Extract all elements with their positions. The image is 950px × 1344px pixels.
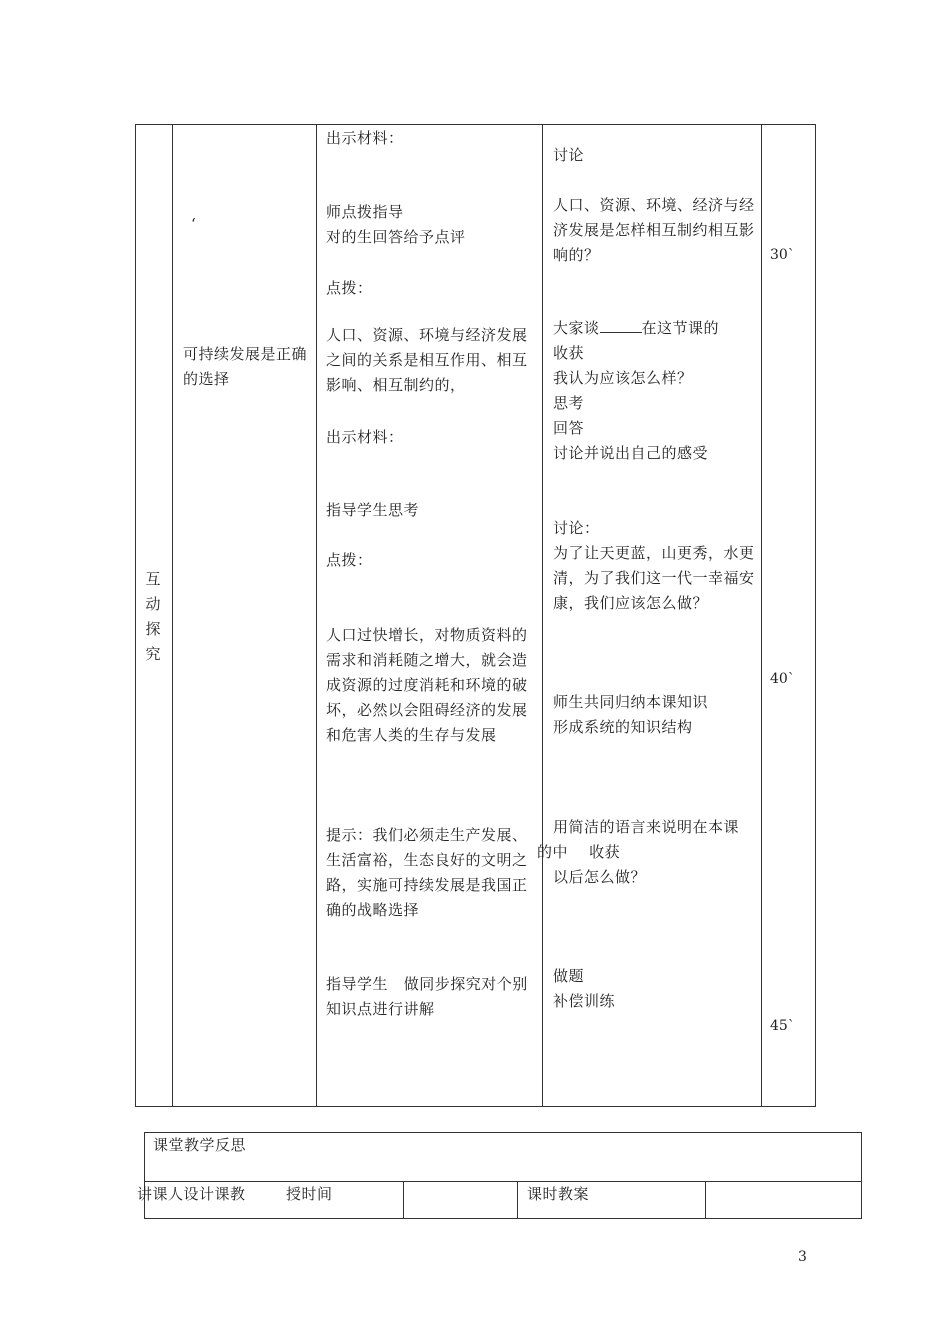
teacher-text: 点拨： [326,551,373,569]
time-marker: 30` [770,247,795,263]
teacher-text: 点拨： [326,279,373,297]
teacher-text: 出示材料： [326,129,404,147]
table-col-border [542,124,543,1107]
teacher-text: 提示：我们必须走生产发展、生活富裕，生态良好的文明之路，实施可持续发展是我国正确的战略选择 [326,826,528,919]
teacher-text: 出示材料： [326,428,404,446]
table-row-border [144,1181,862,1182]
student-text: 回答 [553,419,585,437]
table-col-border [761,124,762,1107]
reflection-label: 课堂教学反思 [153,1136,247,1154]
student-text: 补偿训练 [553,992,616,1010]
student-text: 讨论并说出自己的感受 [553,444,709,462]
student-text: 的中 收获 [537,843,621,861]
student-text: 为了让天更蓝，山更秀，水更清，为了我们这一代一幸福安康，我们应该怎么做？ [553,544,755,612]
student-text: 讨论： [553,519,600,537]
teacher-text: 对的生回答给予点评 [326,228,466,246]
table-col-border [135,124,136,1107]
student-text: 人口、资源、环境、经济与经济发展是怎样相互制约相互影响的？ [553,196,755,264]
student-text: 做题 [553,967,585,985]
table-col-border [172,124,173,1107]
student-text: 以后怎么做？ [553,868,647,886]
table-col-border [403,1181,404,1219]
table-top-border [135,124,815,125]
time-marker: 40` [770,671,795,687]
student-text: 形成系统的知识结构 [553,718,693,736]
section-label: 互动探究 [145,570,161,663]
table-bottom-border [135,1106,815,1107]
student-text: 大家谈 在这节课的 [553,319,720,337]
student-text: 收获 [553,344,585,362]
teacher-text: 人口过快增长，对物质资料的需求和消耗随之增大，就会造成资源的过度消耗和环境的破坏，必然以会阻碍经济的发展和危害人类的生存与发展 [326,626,528,744]
student-text: 思考 [553,394,585,412]
table-col-border [705,1181,706,1219]
student-text: 用简洁的语言来说明在本课 [553,818,740,836]
table-col-border [517,1181,518,1219]
time-marker: 45` [770,1018,795,1034]
teacher-text: 人口、资源、环境与经济发展之间的关系是相互作用、相互影响、相互制约的， [326,326,528,394]
student-text: 我认为应该怎么样？ [553,369,693,387]
teacher-text: 指导学生思考 [326,501,420,519]
teacher-text: 师点拨指导 [326,203,404,221]
topic-mark: ‘ [191,215,197,233]
student-text: 师生共同归纳本课知识 [553,693,709,711]
table-col-border [316,124,317,1107]
table-row-border [144,1218,862,1219]
lesson-label: 课时教案 [527,1185,590,1203]
student-text: 讨论 [553,146,585,164]
teacher-text: 指导学生 做同步探究对个别知识点进行讲解 [326,975,528,1018]
time-label: 授时间 [286,1185,333,1203]
lecturer-label: 讲课人设计课教 [137,1185,246,1203]
page-number: 3 [798,1249,807,1265]
table-col-border [815,124,816,1107]
table-row-border [144,1132,862,1133]
table-col-border [861,1132,862,1219]
topic-text: 可持续发展是正确的选择 [183,345,308,388]
